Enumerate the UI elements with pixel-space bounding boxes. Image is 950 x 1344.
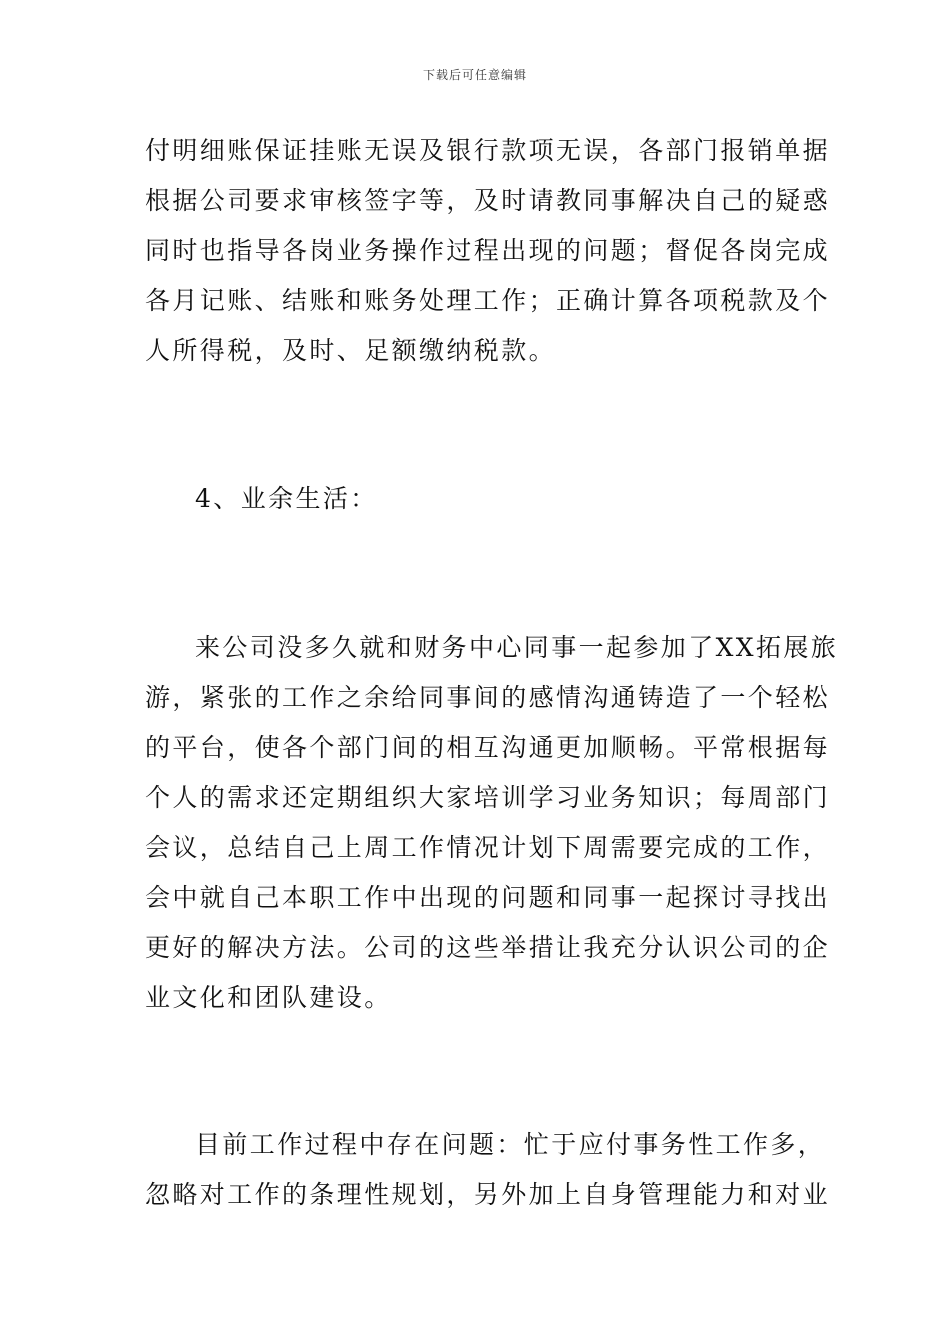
- paragraph-line: 同时也指导各岗业务操作过程出现的问题；督促各岗完成: [145, 236, 831, 265]
- header-note: 下载后可任意编辑: [422, 68, 527, 82]
- paragraph-line: 根据公司要求审核签字等，及时请教同事解决自己的疑惑: [145, 186, 831, 215]
- paragraph-line: 付明细账保证挂账无误及银行款项无误，各部门报销单据: [145, 136, 831, 165]
- paragraph-line: 业文化和团队建设。: [145, 983, 392, 1012]
- paragraph-line: 人所得税，及时、足额缴纳税款。: [145, 336, 557, 365]
- paragraph-line: 会中就自己本职工作中出现的问题和同事一起探讨寻找出: [145, 883, 831, 912]
- section-heading: 4、业余生活：: [195, 484, 378, 513]
- paragraph-line: 游，紧张的工作之余给同事间的感情沟通铸造了一个轻松: [145, 683, 831, 712]
- paragraph-line: 来公司没多久就和财务中心同事一起参加了XX拓展旅: [195, 633, 839, 662]
- paragraph-line: 各月记账、结账和账务处理工作；正确计算各项税款及个: [145, 286, 831, 315]
- paragraph-line: 会议，总结自己上周工作情况计划下周需要完成的工作，: [145, 833, 831, 862]
- paragraph-line: 的平台，使各个部门间的相互沟通更加顺畅。平常根据每: [145, 733, 831, 762]
- paragraph-line: 更好的解决方法。公司的这些举措让我充分认识公司的企: [145, 933, 831, 962]
- paragraph-line: 个人的需求还定期组织大家培训学习业务知识；每周部门: [145, 783, 831, 812]
- paragraph-line: 目前工作过程中存在问题：忙于应付事务性工作多，: [195, 1130, 826, 1159]
- paragraph-line: 忽略对工作的条理性规划，另外加上自身管理能力和对业: [145, 1180, 831, 1209]
